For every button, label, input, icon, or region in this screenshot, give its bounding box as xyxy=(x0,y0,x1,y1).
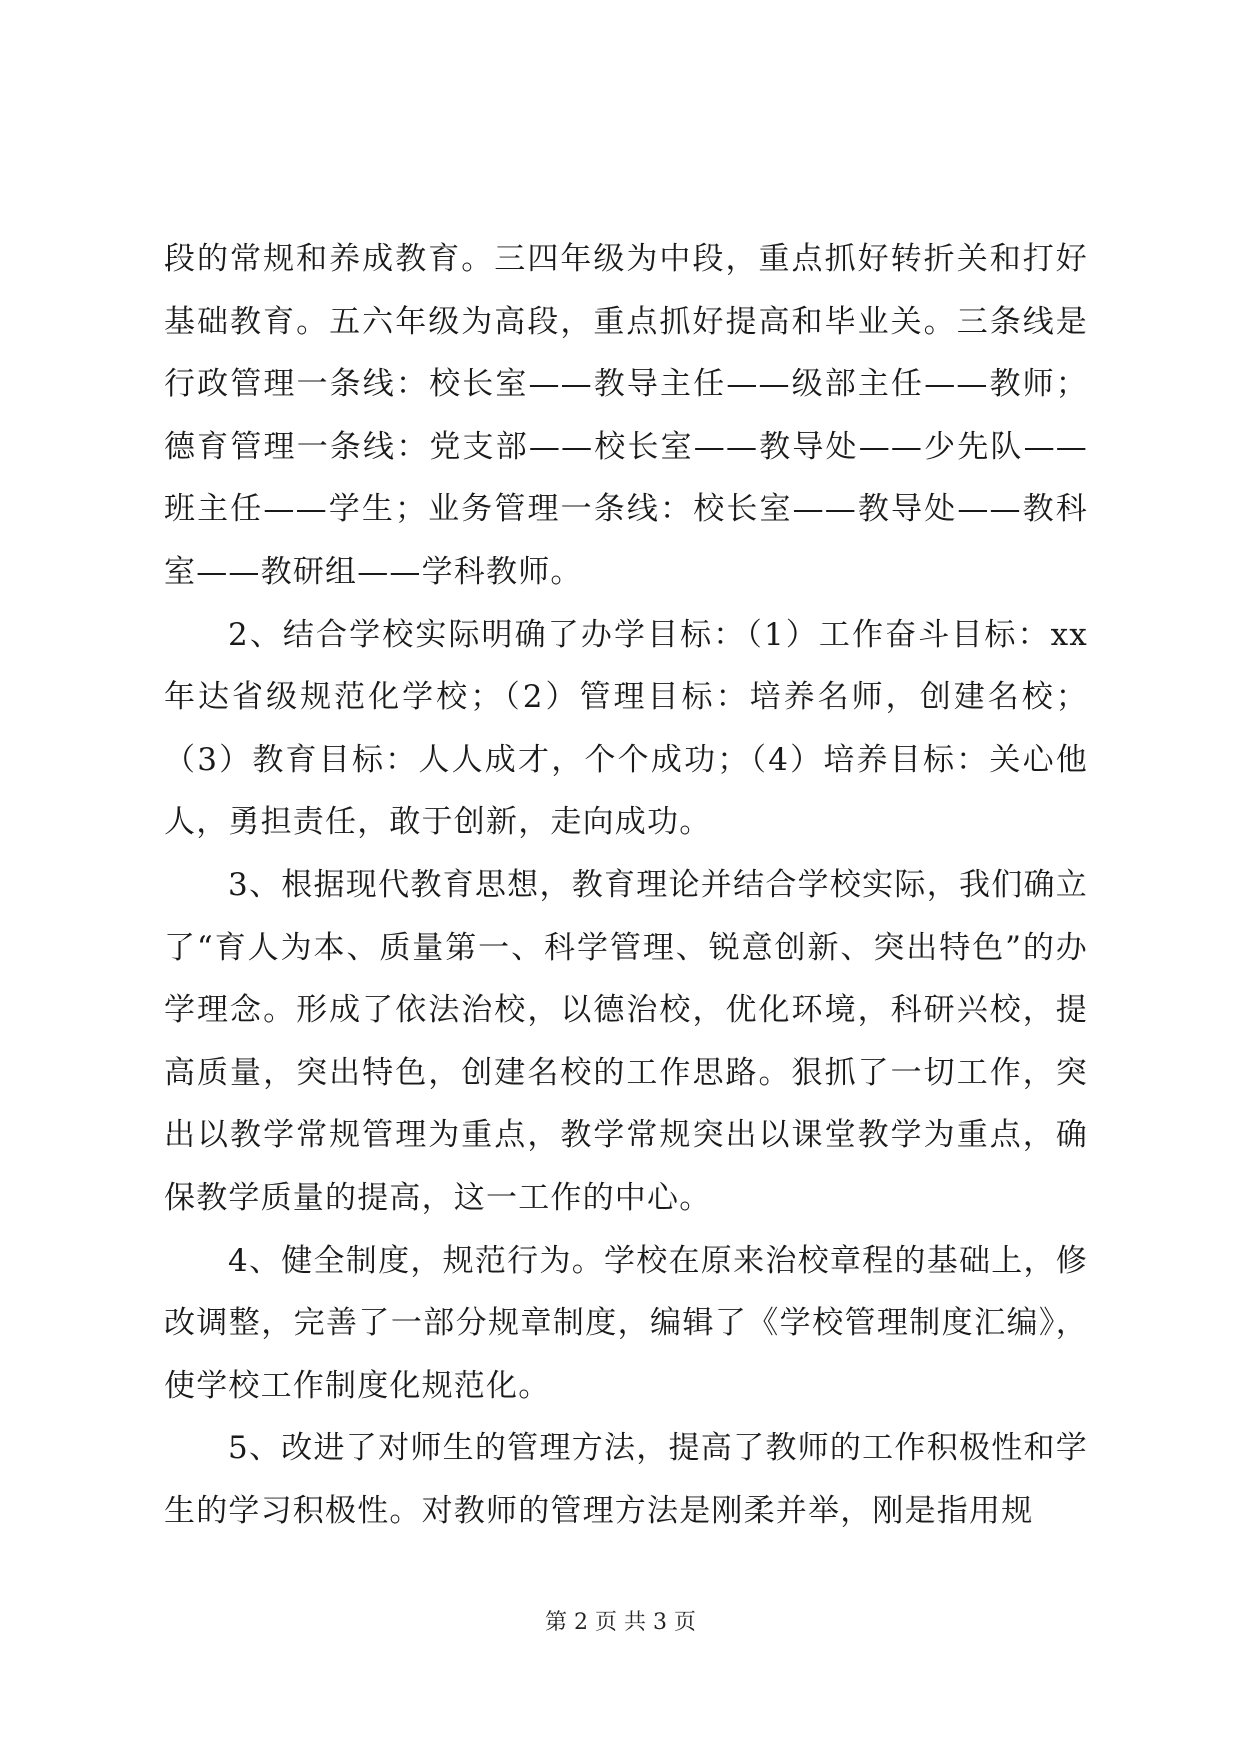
document-body xyxy=(164,228,1088,1542)
paragraph-5: 5、改进了对师生的管理方法，提高了教师的工作积极性和学生的学习积极性。对教师的管理方法是刚柔并举，刚是指用规 xyxy=(164,1430,1088,1529)
paragraph-3: 3、根据现代教育思想，教育理论并结合学校实际，我们确立了“育人为本、质量第一、科学管理、锐意创新、突出特色”的办学理念。形成了依法治校，以德治校，优化环境，科研兴校，提高质量，突出特色，创建名校的工作思路。狠抓了一切工作，突出以教学常规管理为重点，教学常规突出以课堂教学为重点，确保教学质量的提高，这一工作的中心。 xyxy=(164,866,1088,1216)
paragraph-2: 2、结合学校实际明确了办学目标：（1）工作奋斗目标：xx年达省级规范化学校；（2）管理目标：培养名师，创建名校；（3）教育目标：人人成才，个个成功；（4）培养目标：关心他人，勇担责任，敢于创新，走向成功。 xyxy=(164,616,1088,841)
paragraph-1: 段的常规和养成教育。三四年级为中段，重点抓好转折关和打好基础教育。五六年级为高段，重点抓好提高和毕业关。三条线是行政管理一条线：校长室——教导主任——级部主任——教师；德育管理一条线：党支部——校长室——教导处——少先队——班主任——学生；业务管理一条线：校长室——教导处——教科室——教研组——学科教师。 xyxy=(164,241,1088,590)
paragraph-4: 4、健全制度，规范行为。学校在原来治校章程的基础上，修改调整，完善了一部分规章制度，编辑了《学校管理制度汇编》，使学校工作制度化规范化。 xyxy=(164,1242,1088,1404)
page-number-footer: 第 2 页 共 3 页 xyxy=(545,1610,696,1635)
